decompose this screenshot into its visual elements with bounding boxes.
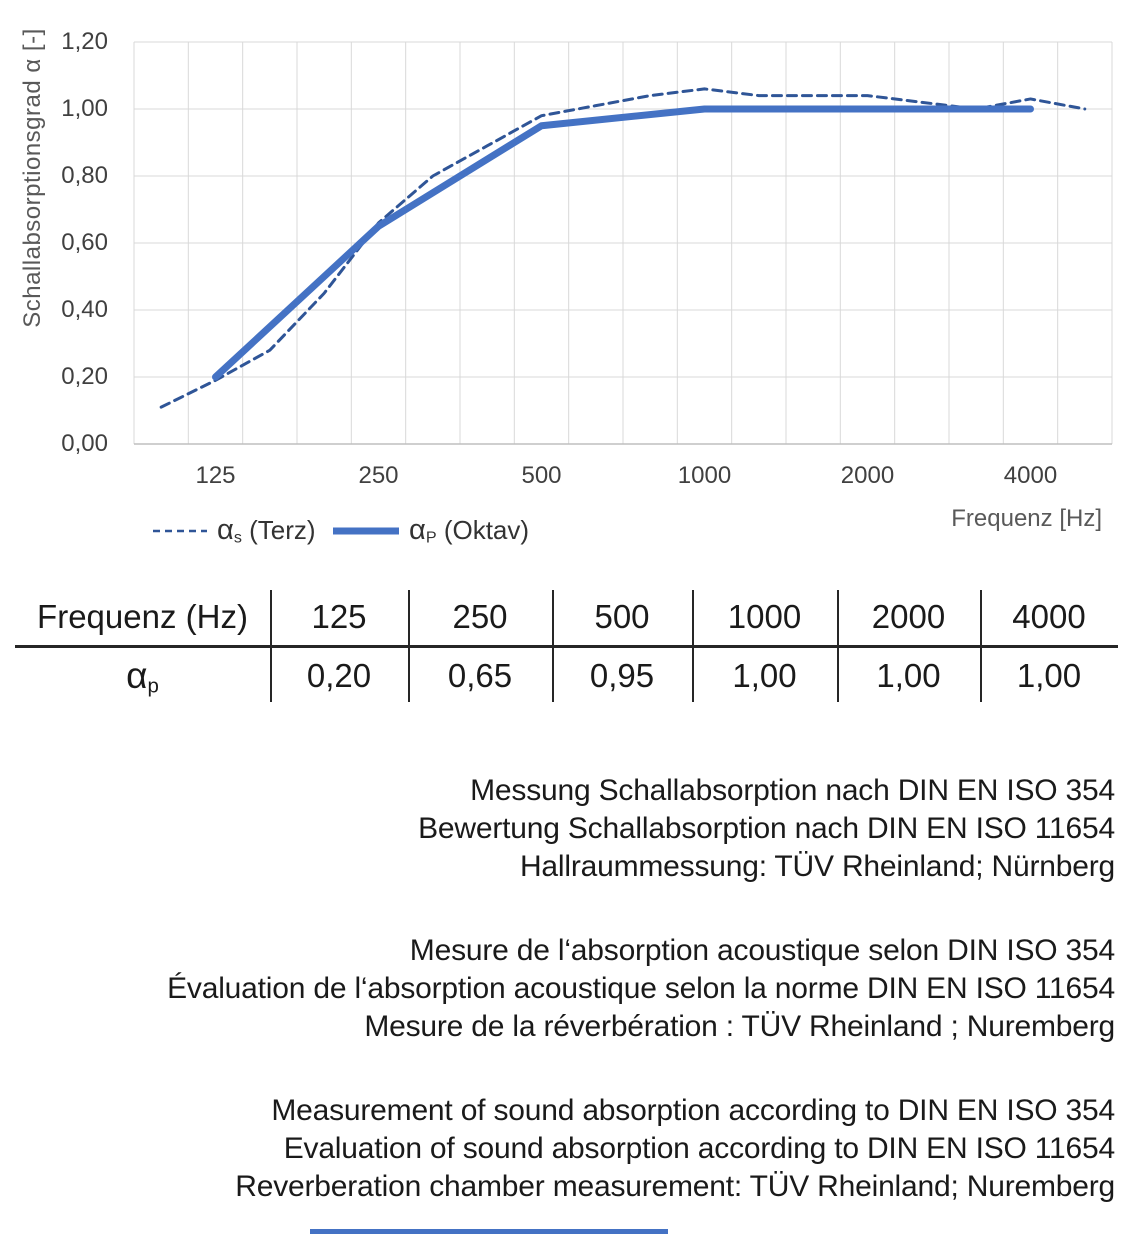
- table-column-divider: [837, 590, 839, 702]
- x-tick-label: 1000: [677, 462, 732, 489]
- alpha-symbol: α: [409, 514, 426, 547]
- table-column-divider: [552, 590, 554, 702]
- alpha-subscript: s: [233, 528, 242, 547]
- table-header-cell: 4000: [1012, 598, 1086, 635]
- y-tick-label: 0,20: [61, 363, 108, 390]
- y-tick-label: 0,80: [61, 162, 108, 189]
- x-tick-label: 125: [195, 462, 236, 489]
- alpha-symbol: α: [217, 514, 234, 547]
- note-block-english: [35, 1092, 1115, 1206]
- table-value-cell: 0,65: [447, 657, 513, 694]
- table-value-cell: 1,00: [876, 657, 941, 694]
- table-header-cell: 250: [452, 598, 508, 635]
- oktav-solid-line-sample: [332, 526, 400, 536]
- table-header-cell: 1000: [727, 598, 802, 635]
- absorption-values-table: [15, 588, 1118, 703]
- bottom-accent-bar: [310, 1229, 668, 1234]
- x-tick-label: 500: [521, 462, 562, 489]
- y-tick-label: 1,00: [61, 95, 108, 122]
- table-header-cell: 125: [311, 598, 367, 635]
- legend-item-oktav: [332, 514, 529, 548]
- table-value-cell: 0,95: [589, 657, 655, 694]
- legend-text: (Terz): [241, 515, 316, 546]
- table-column-divider: [270, 590, 272, 702]
- chart-legend: [0, 514, 1135, 548]
- table-column-divider: [692, 590, 694, 702]
- note-line-german: Messung Schallabsorption nach DIN EN ISO 354: [470, 774, 1115, 807]
- x-tick-label: 2000: [840, 462, 895, 489]
- alpha-subscript: P: [425, 528, 437, 547]
- legend-text: (Oktav): [436, 515, 530, 546]
- y-axis-title: Schallabsorptionsgrad α [-]: [19, 28, 46, 328]
- legend-item-terz: [152, 514, 316, 548]
- note-line-english: Evaluation of sound absorption according to DIN EN ISO 11654: [283, 1132, 1115, 1165]
- y-tick-label: 0,40: [61, 296, 108, 323]
- legend-label-oktav: [409, 514, 529, 548]
- table-header-cell: Frequenz (Hz): [37, 598, 248, 635]
- note-line-french: Mesure de la réverbération : TÜV Rheinland ; Nuremberg: [364, 1010, 1115, 1043]
- y-tick-label: 0,60: [61, 229, 108, 256]
- x-tick-label: 4000: [1003, 462, 1058, 489]
- table-column-divider: [980, 590, 982, 702]
- note-line-german: Bewertung Schallabsorption nach DIN EN ISO 11654: [418, 812, 1115, 845]
- table-value-cell: 1,00: [732, 657, 797, 694]
- legend-label-terz: [217, 514, 316, 548]
- note-block-french: [35, 932, 1115, 1046]
- y-tick-label: 1,20: [61, 28, 108, 55]
- note-line-french: Mesure de l‘absorption acoustique selon DIN ISO 354: [409, 934, 1115, 967]
- note-line-french: Évaluation de l‘absorption acoustique selon la norme DIN EN ISO 11654: [167, 972, 1115, 1005]
- terz-dashed-line-sample: [152, 526, 208, 536]
- table-value-cell: 1,00: [1016, 657, 1082, 694]
- table-value-cell: $\alpha_p$: [126, 655, 159, 698]
- table-value-cell: 0,20: [306, 657, 372, 694]
- table-header-cell: 500: [594, 598, 650, 635]
- y-tick-label: 0,00: [61, 430, 108, 457]
- x-axis-title: Frequenz [Hz]: [951, 505, 1102, 532]
- table-column-divider: [408, 590, 410, 702]
- x-tick-label: 250: [358, 462, 399, 489]
- table-header-rule: [15, 645, 1118, 648]
- note-line-german: Hallraummessung: TÜV Rheinland; Nürnberg: [519, 850, 1115, 883]
- note-line-english: Measurement of sound absorption according to DIN EN ISO 354: [271, 1094, 1115, 1127]
- note-line-english: Reverberation chamber measurement: TÜV Rheinland; Nuremberg: [235, 1170, 1115, 1203]
- table-header-cell: 2000: [871, 598, 946, 635]
- note-block-german: [35, 772, 1115, 886]
